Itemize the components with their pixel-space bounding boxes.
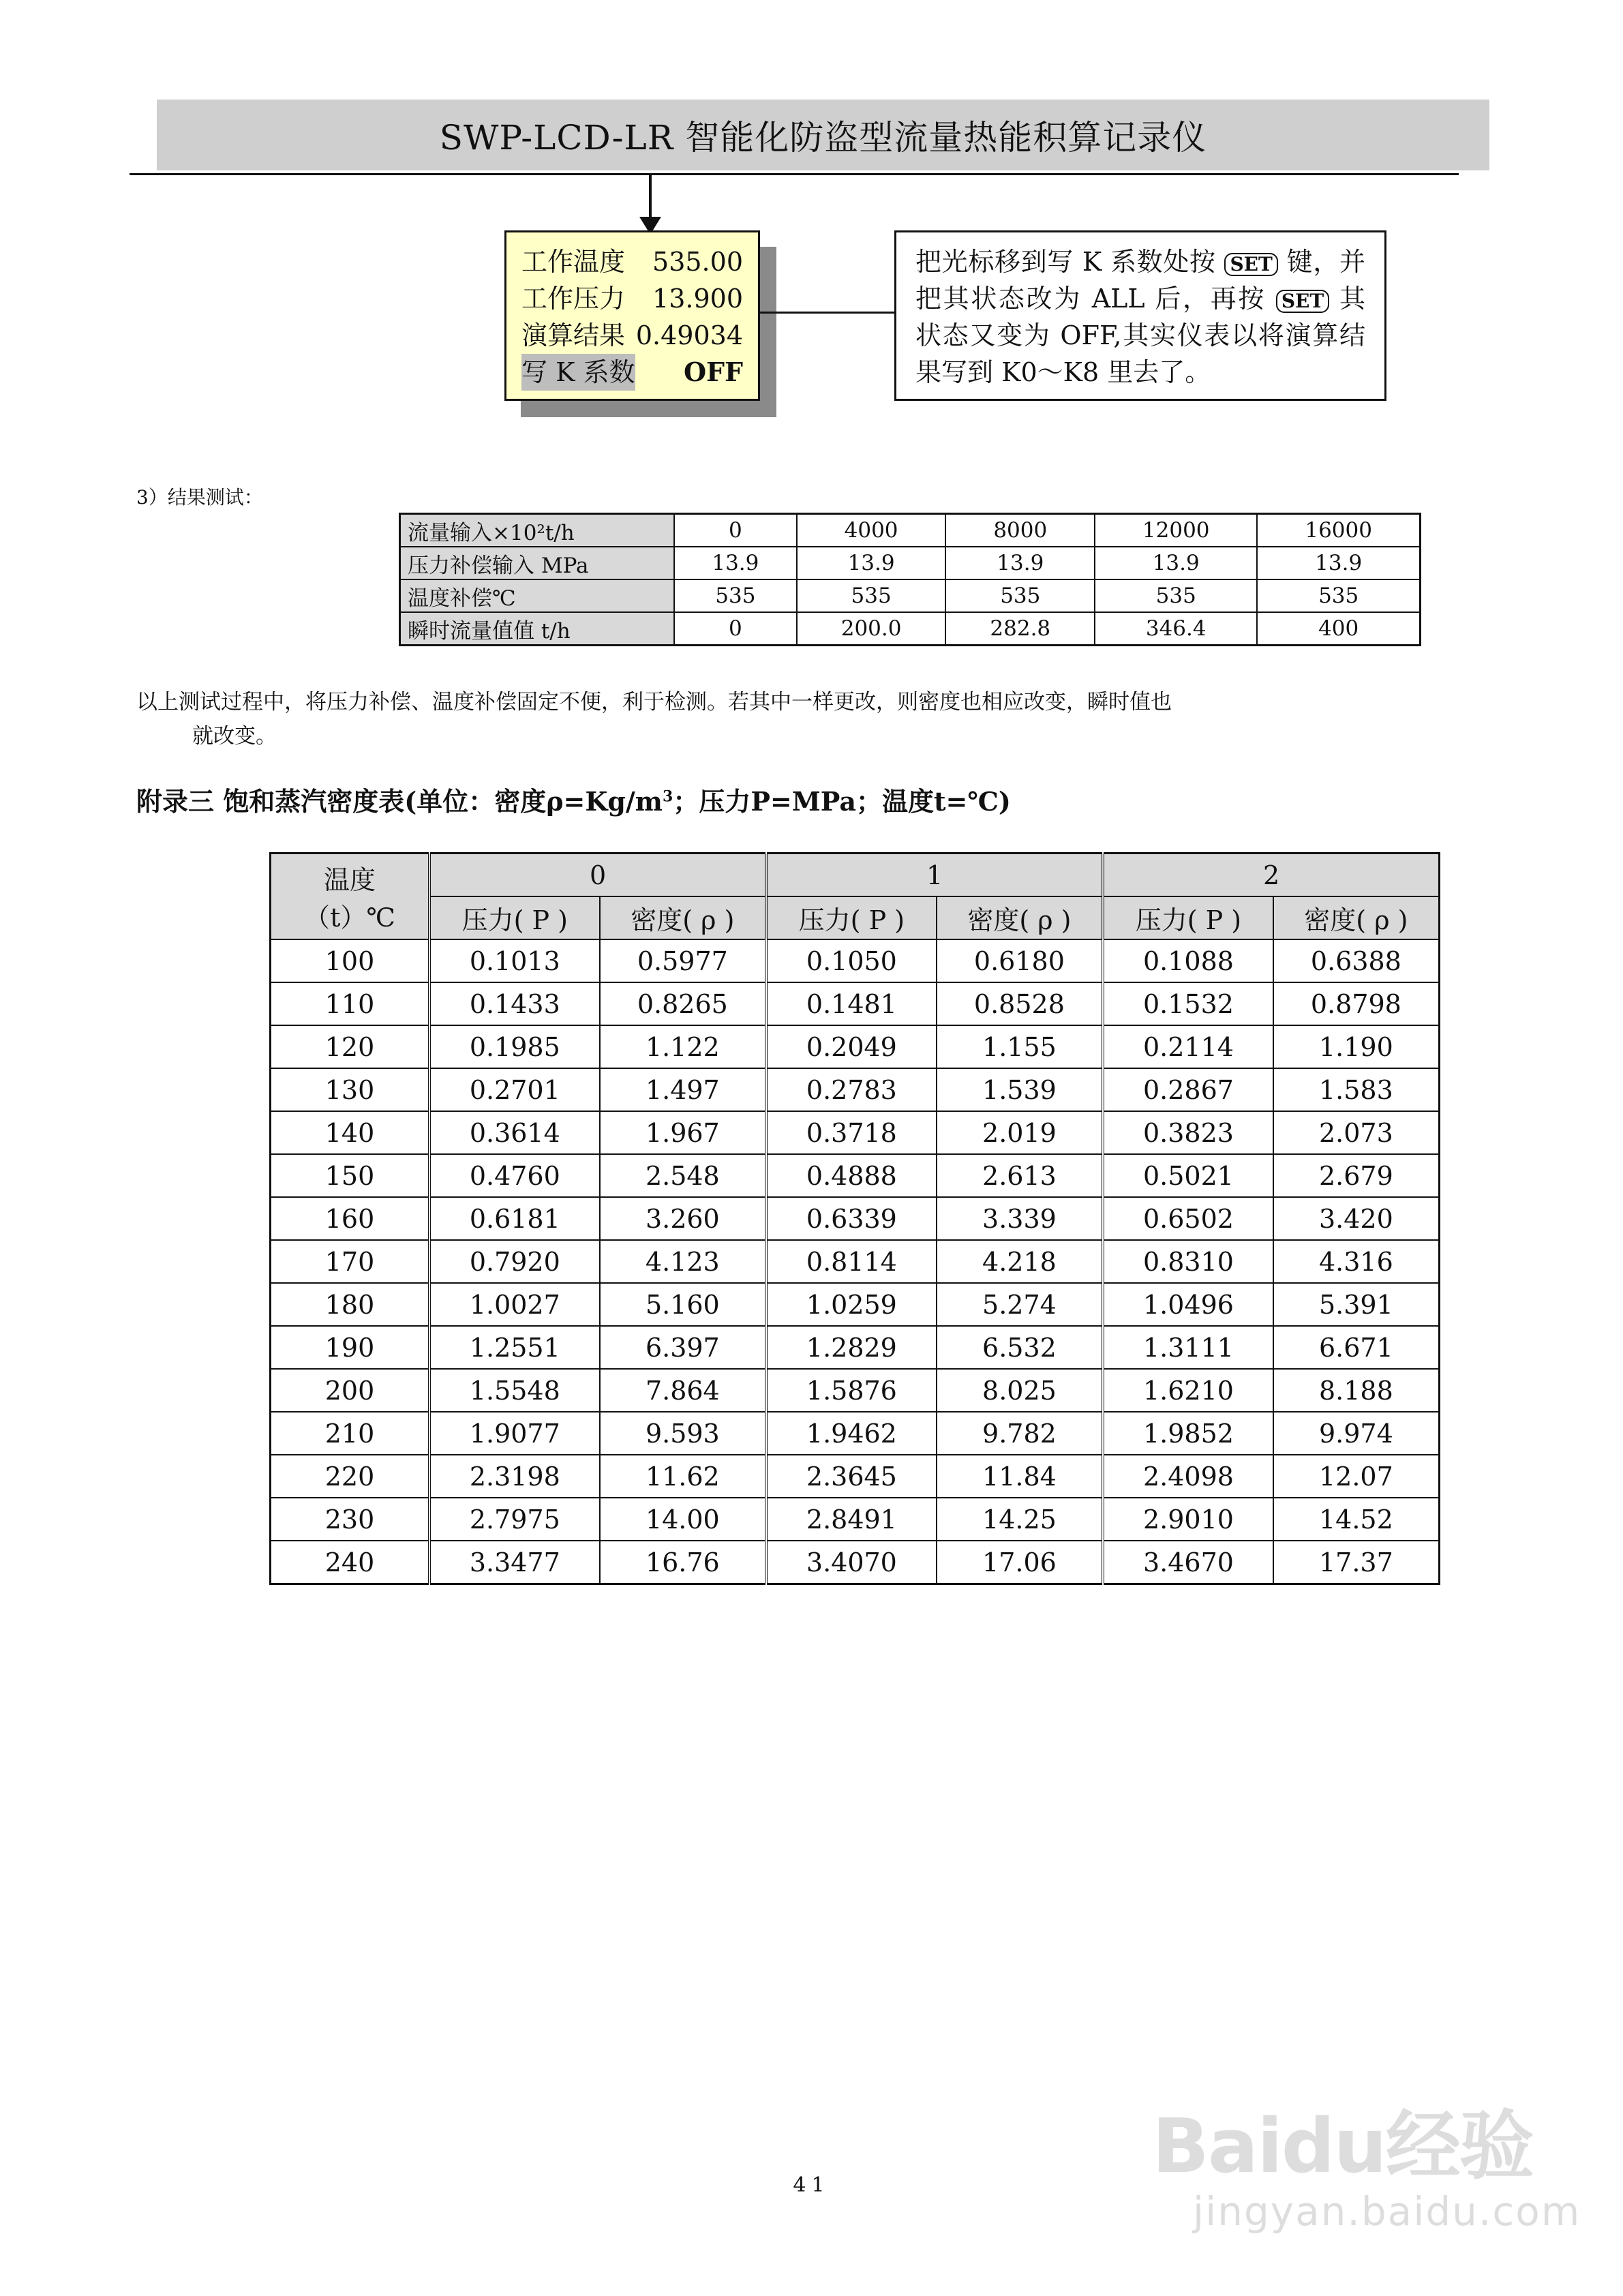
density-cell: 12.07 — [1273, 1455, 1440, 1498]
density-cell: 1.122 — [600, 1025, 766, 1068]
pressure-cell: 2.7975 — [429, 1498, 600, 1541]
density-cell: 4.218 — [937, 1240, 1103, 1283]
density-cell: 2.073 — [1273, 1111, 1440, 1154]
callout-connector — [760, 312, 896, 314]
pressure-cell: 0.1088 — [1103, 939, 1273, 982]
temperature-cell: 120 — [271, 1025, 430, 1068]
density-cell: 0.8528 — [937, 982, 1103, 1025]
density-cell: 1.967 — [600, 1111, 766, 1154]
density-cell: 16.76 — [600, 1541, 766, 1584]
pressure-cell: 0.6339 — [766, 1197, 937, 1240]
pressure-cell: 1.0259 — [766, 1283, 937, 1326]
document-header — [157, 100, 1489, 170]
density-cell: 9.782 — [937, 1412, 1103, 1455]
table-row — [271, 1326, 1440, 1369]
density-header: 密度( ρ ) — [600, 896, 766, 939]
density-header: 密度( ρ ) — [1273, 896, 1440, 939]
lcd-row-write-k: 写 K 系数 OFF — [521, 354, 743, 391]
density-cell: 8.188 — [1273, 1369, 1440, 1412]
temperature-cell: 190 — [271, 1326, 430, 1369]
pressure-cell: 0.2114 — [1103, 1025, 1273, 1068]
lcd-display — [504, 230, 760, 401]
density-cell: 2.019 — [937, 1111, 1103, 1154]
table-cell: 346.4 — [1095, 612, 1257, 646]
pressure-cell: 0.1433 — [429, 982, 600, 1025]
temperature-header: 温度 （t）℃ — [271, 854, 430, 940]
density-cell: 0.8798 — [1273, 982, 1440, 1025]
test-result-table — [399, 513, 1421, 646]
pressure-cell: 3.3477 — [429, 1541, 600, 1584]
table-subheader-row — [271, 896, 1440, 939]
pressure-cell: 3.4670 — [1103, 1541, 1273, 1584]
table-cell: 535 — [1095, 579, 1257, 612]
temperature-cell: 110 — [271, 982, 430, 1025]
density-cell: 5.274 — [937, 1283, 1103, 1326]
pressure-cell: 0.2049 — [766, 1025, 937, 1068]
table-cell: 282.8 — [945, 612, 1095, 646]
pressure-cell: 1.9462 — [766, 1412, 937, 1455]
table-row — [271, 1541, 1440, 1584]
appendix-title: 附录三 饱和蒸汽密度表(单位：密度$\rho=Kg/m^3$；压力P=MPa；温度t=℃) — [136, 786, 1011, 817]
pressure-cell: 1.0027 — [429, 1283, 600, 1326]
table-cell: 13.9 — [1095, 547, 1257, 579]
density-cell: 2.613 — [937, 1154, 1103, 1197]
pressure-cell: 0.6181 — [429, 1197, 600, 1240]
pressure-cell: 0.1013 — [429, 939, 600, 982]
density-cell: 8.025 — [937, 1369, 1103, 1412]
temperature-cell: 220 — [271, 1455, 430, 1498]
table-row — [271, 1111, 1440, 1154]
pressure-cell: 0.4888 — [766, 1154, 937, 1197]
table-row — [271, 1154, 1440, 1197]
pressure-cell: 2.3198 — [429, 1455, 600, 1498]
pressure-cell: 0.2783 — [766, 1068, 937, 1111]
pressure-cell: 0.7920 — [429, 1240, 600, 1283]
pressure-header: 压力( P ) — [429, 896, 600, 939]
table-row — [271, 1240, 1440, 1283]
pressure-header: 压力( P ) — [766, 896, 937, 939]
watermark-logo-text: Baidu经验 — [1152, 2102, 1533, 2190]
density-cell: 0.5977 — [600, 939, 766, 982]
row-label: 压力补偿输入 MPa — [400, 547, 675, 579]
density-cell: 17.06 — [937, 1541, 1103, 1584]
table-cell: 13.9 — [945, 547, 1095, 579]
table-cell: 13.9 — [797, 547, 946, 579]
density-cell: 3.339 — [937, 1197, 1103, 1240]
group-header: 2 — [1103, 854, 1439, 897]
density-cell: 0.6388 — [1273, 939, 1440, 982]
table-row — [400, 547, 1421, 579]
pressure-cell: 1.5548 — [429, 1369, 600, 1412]
row-label: 温度补偿℃ — [400, 579, 675, 612]
pressure-cell: 0.8310 — [1103, 1240, 1273, 1283]
pressure-cell: 0.2867 — [1103, 1068, 1273, 1111]
density-cell: 1.497 — [600, 1068, 766, 1111]
header-rule — [130, 173, 1459, 175]
table-cell: 13.9 — [674, 547, 797, 579]
temperature-cell: 240 — [271, 1541, 430, 1584]
table-cell: 8000 — [945, 514, 1095, 547]
document-title: SWP-LCD-LR 智能化防盗型流量热能积算记录仪 — [439, 118, 1207, 157]
density-cell: 1.155 — [937, 1025, 1103, 1068]
steam-density-table — [269, 852, 1440, 1585]
pressure-cell: 1.3111 — [1103, 1326, 1273, 1369]
row-label: 瞬时流量值值 t/h — [400, 612, 675, 646]
lcd-row-pressure: 工作压力 13.900 — [521, 284, 743, 314]
density-cell: 1.539 — [937, 1068, 1103, 1111]
row-label: 流量输入×10²t/h — [400, 514, 675, 547]
pressure-cell: 0.4760 — [429, 1154, 600, 1197]
table-cell: 4000 — [797, 514, 946, 547]
temperature-cell: 200 — [271, 1369, 430, 1412]
pressure-cell: 1.9852 — [1103, 1412, 1273, 1455]
pressure-cell: 1.2551 — [429, 1326, 600, 1369]
density-cell: 9.974 — [1273, 1412, 1440, 1455]
density-cell: 14.25 — [937, 1498, 1103, 1541]
temperature-cell: 180 — [271, 1283, 430, 1326]
pressure-cell: 1.9077 — [429, 1412, 600, 1455]
table-row — [271, 1197, 1440, 1240]
table-row — [271, 1025, 1440, 1068]
table-cell: 535 — [945, 579, 1095, 612]
baidu-watermark — [1152, 2079, 1581, 2243]
pressure-cell: 2.8491 — [766, 1498, 937, 1541]
instruction-note: 把光标移到写 K 系数处按 SET 键，并把其状态改为 ALL 后，再按 SET 其状态又变为 OFF,其实仪表以将演算结果写到 K0～K8 里去了。 — [894, 230, 1386, 401]
table-cell: 535 — [1257, 579, 1420, 612]
temperature-cell: 130 — [271, 1068, 430, 1111]
density-cell: 5.160 — [600, 1283, 766, 1326]
table-cell: 0 — [674, 612, 797, 646]
page-number: 41 — [793, 2173, 830, 2197]
section-heading: 3）结果测试： — [136, 486, 263, 509]
pressure-cell: 0.3718 — [766, 1111, 937, 1154]
table-header-row — [271, 854, 1440, 897]
density-cell: 3.420 — [1273, 1197, 1440, 1240]
density-cell: 6.671 — [1273, 1326, 1440, 1369]
table-row — [271, 1498, 1440, 1541]
table-cell: 0 — [674, 514, 797, 547]
pressure-cell: 2.4098 — [1103, 1455, 1273, 1498]
temperature-cell: 100 — [271, 939, 430, 982]
density-cell: 3.260 — [600, 1197, 766, 1240]
pressure-cell: 2.3645 — [766, 1455, 937, 1498]
density-cell: 14.00 — [600, 1498, 766, 1541]
density-cell: 2.548 — [600, 1154, 766, 1197]
set-key-icon: SET — [1224, 253, 1277, 276]
density-cell: 0.6180 — [937, 939, 1103, 982]
density-cell: 6.397 — [600, 1326, 766, 1369]
density-cell: 5.391 — [1273, 1283, 1440, 1326]
table-row — [400, 612, 1421, 646]
pressure-cell: 1.2829 — [766, 1326, 937, 1369]
pressure-cell: 0.1532 — [1103, 982, 1273, 1025]
pressure-cell: 0.3823 — [1103, 1111, 1273, 1154]
temperature-cell: 150 — [271, 1154, 430, 1197]
pressure-cell: 1.5876 — [766, 1369, 937, 1412]
pressure-cell: 0.2701 — [429, 1068, 600, 1111]
watermark-url: jingyan.baidu.com — [1193, 2188, 1581, 2235]
flow-arrow-line — [649, 175, 652, 220]
table-row — [271, 939, 1440, 982]
density-cell: 11.62 — [600, 1455, 766, 1498]
pressure-cell: 1.0496 — [1103, 1283, 1273, 1326]
density-cell: 14.52 — [1273, 1498, 1440, 1541]
table-cell: 13.9 — [1257, 547, 1420, 579]
table-cell: 535 — [674, 579, 797, 612]
temperature-cell: 160 — [271, 1197, 430, 1240]
density-header: 密度( ρ ) — [937, 896, 1103, 939]
pressure-cell: 0.8114 — [766, 1240, 937, 1283]
temperature-cell: 230 — [271, 1498, 430, 1541]
pressure-cell: 2.9010 — [1103, 1498, 1273, 1541]
table-row — [271, 1412, 1440, 1455]
density-cell: 2.679 — [1273, 1154, 1440, 1197]
pressure-cell: 0.5021 — [1103, 1154, 1273, 1197]
density-cell: 9.593 — [600, 1412, 766, 1455]
pressure-cell: 0.1050 — [766, 939, 937, 982]
density-cell: 6.532 — [937, 1326, 1103, 1369]
table-cell: 535 — [797, 579, 946, 612]
temperature-cell: 210 — [271, 1412, 430, 1455]
table-row — [271, 982, 1440, 1025]
density-cell: 1.190 — [1273, 1025, 1440, 1068]
table-row — [271, 1455, 1440, 1498]
table-cell: 12000 — [1095, 514, 1257, 547]
table-row — [400, 514, 1421, 547]
pressure-cell: 0.3614 — [429, 1111, 600, 1154]
table-row — [271, 1369, 1440, 1412]
temperature-cell: 170 — [271, 1240, 430, 1283]
pressure-cell: 0.1985 — [429, 1025, 600, 1068]
density-cell: 4.123 — [600, 1240, 766, 1283]
table-cell: 200.0 — [797, 612, 946, 646]
lcd-row-temperature: 工作温度 535.00 — [521, 247, 743, 277]
pressure-cell: 0.1481 — [766, 982, 937, 1025]
density-cell: 1.583 — [1273, 1068, 1440, 1111]
pressure-cell: 1.6210 — [1103, 1369, 1273, 1412]
density-cell: 0.8265 — [600, 982, 766, 1025]
test-note: 以上测试过程中，将压力补偿、温度补偿固定不便，利于检测。若其中一样更改，则密度也相应改变，瞬时值也 就改变。 — [136, 690, 1172, 749]
table-row — [271, 1283, 1440, 1326]
group-header: 1 — [766, 854, 1103, 897]
pressure-cell: 3.4070 — [766, 1541, 937, 1584]
temperature-cell: 140 — [271, 1111, 430, 1154]
group-header: 0 — [429, 854, 766, 897]
table-cell: 16000 — [1257, 514, 1420, 547]
pressure-header: 压力( P ) — [1103, 896, 1273, 939]
density-cell: 11.84 — [937, 1455, 1103, 1498]
density-cell: 17.37 — [1273, 1541, 1440, 1584]
table-row — [271, 1068, 1440, 1111]
density-cell: 7.864 — [600, 1369, 766, 1412]
table-cell: 400 — [1257, 612, 1420, 646]
density-cell: 4.316 — [1273, 1240, 1440, 1283]
pressure-cell: 0.6502 — [1103, 1197, 1273, 1240]
table-row — [400, 579, 1421, 612]
lcd-row-result: 演算结果 0.49034 — [521, 320, 743, 350]
set-key-icon: SET — [1276, 290, 1329, 313]
